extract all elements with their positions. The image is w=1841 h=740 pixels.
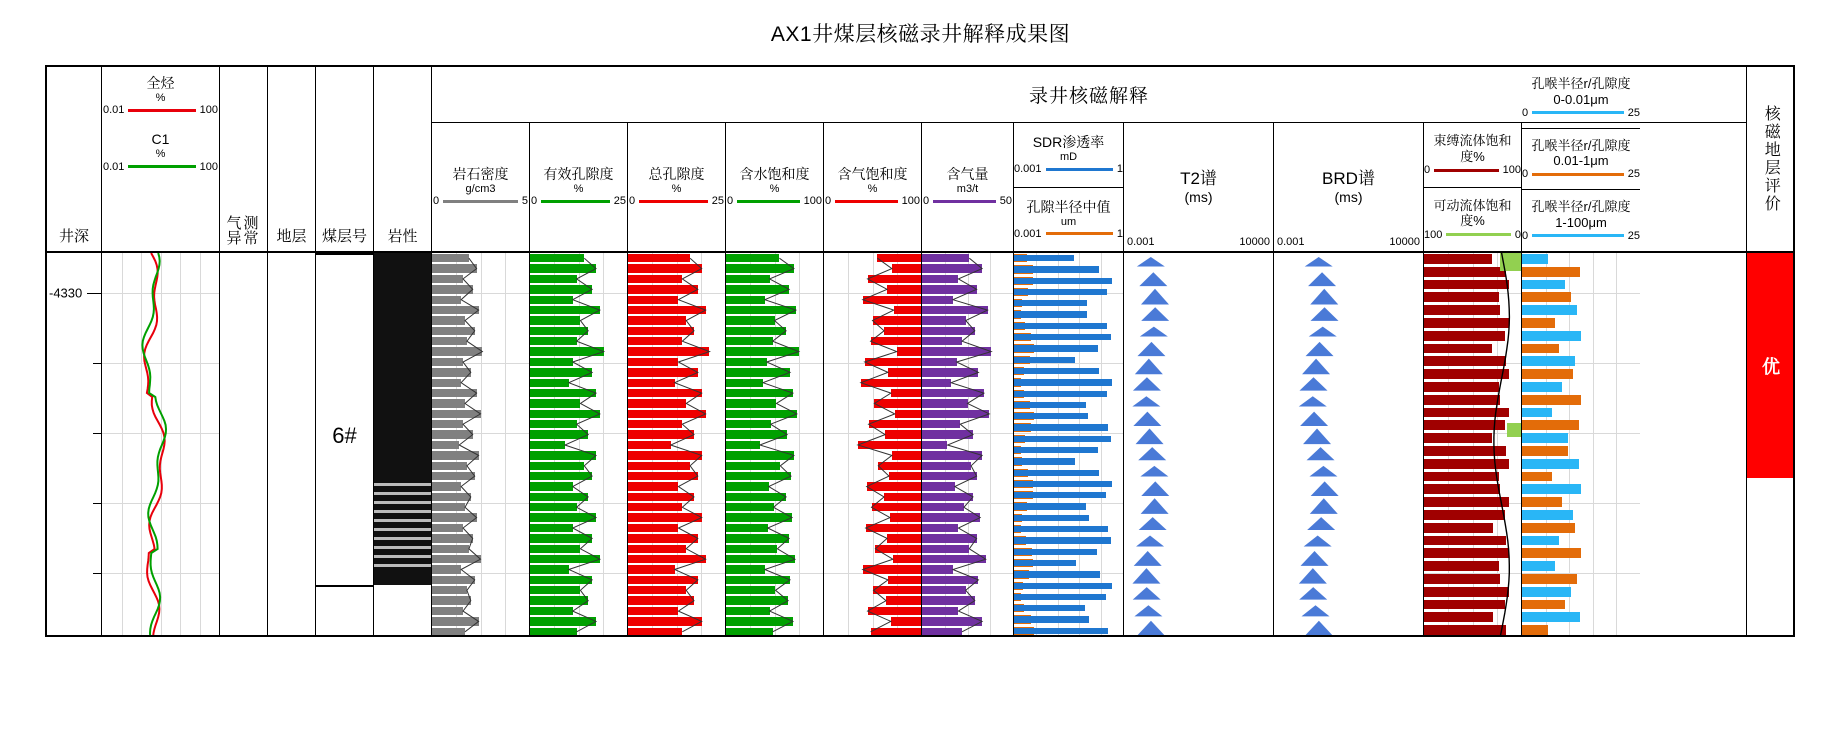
track-t2-spectrum[interactable] (1124, 253, 1274, 635)
track-lithology[interactable] (374, 253, 432, 635)
pore-throat-title-1: 孔喉半径r/孔隙度 (1531, 76, 1631, 92)
col-formation-header (268, 67, 316, 251)
evaluation-label: 核磁地层评价 (1762, 105, 1780, 213)
fluid-saturation-curve (1424, 253, 1521, 635)
permeability-curve (1014, 253, 1123, 635)
curve-body (47, 253, 1793, 635)
brd-name: BRD谱 (1322, 169, 1375, 189)
brd-unit: (ms) (1334, 188, 1363, 205)
track-header-effective-porosity (530, 123, 628, 251)
effective-porosity-unit: % (573, 182, 584, 195)
header-row (47, 67, 1793, 253)
rock-density-name: 岩石密度 (452, 165, 509, 182)
pore-throat-title-3: 孔喉半径r/孔隙度 (1531, 199, 1631, 215)
track-gas-anomaly[interactable] (220, 253, 268, 635)
gas-total-color-bar (128, 109, 195, 112)
pore-radius-median-color-bar (1046, 232, 1113, 235)
pore-throat-color-bar-3 (1532, 234, 1624, 237)
total-porosity-name: 总孔隙度 (648, 165, 705, 182)
pore-throat-color-bar-1 (1532, 111, 1624, 114)
bound-fluid-max: 100 (1502, 164, 1521, 177)
c1-max: 100 (199, 160, 218, 173)
total-porosity-unit: % (671, 182, 682, 195)
track-header-brd (1274, 123, 1424, 251)
pore-throat-row-3 (1522, 189, 1640, 251)
gas-anomaly-label: 气测异常 (226, 214, 261, 248)
rock-density-min: 0 (433, 195, 440, 208)
pore-throat-min-1: 0 (1522, 106, 1529, 119)
track-fluid[interactable] (1424, 253, 1522, 635)
rock-density-unit: g/cm3 (465, 182, 496, 195)
bound-fluid-name: 束缚流体饱和度% (1433, 133, 1512, 164)
bound-fluid-header (1424, 123, 1521, 187)
pore-radius-median-min: 0.001 (1014, 227, 1042, 240)
pore-throat-range-3: 1-100μm (1555, 214, 1607, 230)
sdr-perm-header (1014, 123, 1123, 187)
brd-spectrum (1274, 253, 1423, 635)
water-saturation-curve (726, 253, 823, 635)
pore-throat-bars (1522, 253, 1640, 635)
sdr-perm-color-bar (1046, 168, 1113, 171)
effective-porosity-max: 25 (613, 195, 626, 208)
sdr-perm-unit: mD (1059, 151, 1078, 164)
track-water-saturation[interactable] (726, 253, 824, 635)
water-saturation-name: 含水饱和度 (739, 165, 810, 182)
gas-saturation-color-bar (835, 200, 898, 203)
total-porosity-max: 25 (711, 195, 724, 208)
formation-label: 地层 (276, 227, 307, 245)
track-depth[interactable] (47, 253, 102, 635)
effective-porosity-curve (530, 253, 627, 635)
track-header-gas-saturation (824, 123, 922, 251)
track-total-porosity[interactable] (628, 253, 726, 635)
nmr-group-title: 录井核磁解释 (1028, 86, 1149, 107)
evaluation-band (1747, 253, 1793, 478)
gas-content-name: 含气量 (946, 165, 989, 182)
gas-content-max: 50 (999, 195, 1012, 208)
col-nmr-group-header (432, 67, 1747, 251)
track-gas-saturation[interactable] (824, 253, 922, 635)
c1-unit: % (155, 147, 166, 160)
t2-spectrum (1124, 253, 1273, 635)
col-gas-header (102, 67, 220, 251)
gas-total-max: 100 (199, 104, 218, 117)
sdr-perm-name: SDR渗透率 (1032, 134, 1105, 151)
gas-saturation-curve (824, 253, 921, 635)
t2-min: 0.001 (1127, 236, 1155, 249)
water-saturation-max: 100 (803, 195, 822, 208)
track-brd-spectrum[interactable] (1274, 253, 1424, 635)
t2-unit: (ms) (1184, 188, 1213, 205)
c1-name: C1 (151, 131, 170, 148)
effective-porosity-min: 0 (531, 195, 538, 208)
gas-total-min: 0.01 (103, 104, 125, 117)
pore-throat-max-1: 25 (1627, 106, 1640, 119)
track-evaluation[interactable] (1747, 253, 1793, 635)
sdr-perm-max: 1 (1116, 163, 1123, 176)
coal-seam-track (316, 253, 373, 635)
track-header-gas-content (922, 123, 1014, 251)
pore-throat-range-1: 0-0.01μm (1553, 91, 1609, 107)
track-gas-content[interactable] (922, 253, 1014, 635)
gas-anomaly-track (220, 253, 267, 635)
gas-saturation-name: 含气饱和度 (837, 165, 908, 182)
t2-name: T2谱 (1180, 169, 1217, 189)
gas-curve-track (102, 253, 219, 635)
total-porosity-min: 0 (629, 195, 636, 208)
depth-tick-value: -4330 (49, 285, 83, 301)
pore-throat-min-2: 0 (1522, 168, 1529, 181)
gas-content-min: 0 (923, 195, 930, 208)
pore-throat-row-2 (1522, 128, 1640, 190)
movable-fluid-color-bar (1446, 233, 1511, 236)
track-permeability[interactable] (1014, 253, 1124, 635)
pore-radius-median-name: 孔隙半径中值 (1026, 198, 1111, 215)
rock-density-curve (432, 253, 529, 635)
pore-throat-range-2: 0.01-1μm (1553, 153, 1609, 169)
track-header-water-saturation (726, 123, 824, 251)
bound-fluid-min: 0 (1424, 164, 1431, 177)
col-lithology-header (374, 67, 432, 251)
t2-max: 10000 (1239, 236, 1270, 249)
track-header-t2 (1124, 123, 1274, 251)
page-title: AX1井煤层核磁录井解释成果图 (770, 23, 1071, 46)
sdr-perm-min: 0.001 (1014, 163, 1042, 176)
track-header-pore-throat (1522, 76, 1640, 251)
coal-seam-value: 6# (332, 423, 357, 448)
gas-total-name: 全烃 (146, 75, 175, 91)
track-header-fluid (1424, 123, 1522, 251)
effective-porosity-name: 有效孔隙度 (543, 165, 614, 182)
nmr-group-body (432, 253, 1747, 635)
rock-density-color-bar (443, 200, 518, 203)
depth-scale (47, 253, 101, 635)
brd-min: 0.001 (1277, 236, 1305, 249)
brd-max: 10000 (1389, 236, 1420, 249)
lithology-label: 岩性 (387, 227, 418, 245)
track-header-total-porosity (628, 123, 726, 251)
movable-fluid-header (1424, 187, 1521, 252)
col-gas-anomaly-header (220, 67, 268, 251)
movable-fluid-name: 可动流体饱和度% (1433, 197, 1512, 229)
pore-throat-max-2: 25 (1627, 168, 1640, 181)
rock-density-max: 5 (521, 195, 528, 208)
pore-radius-median-max: 1 (1116, 227, 1123, 240)
pore-throat-max-3: 25 (1627, 229, 1640, 242)
c1-min: 0.01 (103, 160, 125, 173)
total-porosity-color-bar (639, 200, 708, 203)
evaluation-track (1747, 253, 1793, 635)
track-formation[interactable] (268, 253, 316, 635)
movable-fluid-min: 100 (1424, 228, 1443, 241)
track-header-permeability (1014, 123, 1124, 251)
pore-throat-title-2: 孔喉半径r/孔隙度 (1531, 137, 1631, 153)
gas-total-unit: % (155, 91, 166, 104)
well-log-table (45, 65, 1795, 637)
col-coal-header (316, 67, 374, 251)
pore-radius-median-unit: um (1060, 215, 1077, 228)
formation-track (268, 253, 315, 635)
track-effective-porosity[interactable] (530, 253, 628, 635)
gas-saturation-unit: % (867, 182, 878, 195)
col-depth-header (47, 67, 102, 251)
gas-content-unit: m3/t (956, 182, 979, 195)
effective-porosity-color-bar (541, 200, 610, 203)
pore-throat-color-bar-2 (1532, 173, 1624, 176)
track-pore-throat[interactable] (1522, 253, 1640, 635)
total-porosity-curve (628, 253, 725, 635)
evaluation-band-text: 优 (1760, 356, 1780, 375)
movable-fluid-max: 0 (1514, 228, 1521, 241)
gas-content-color-bar (933, 200, 996, 203)
c1-color-bar (128, 165, 195, 168)
track-rock-density[interactable] (432, 253, 530, 635)
track-coal-seam[interactable] (316, 253, 374, 635)
gas-content-curve (922, 253, 1013, 635)
water-saturation-min: 0 (727, 195, 734, 208)
track-gas-total[interactable] (102, 253, 220, 635)
coal-seam-label: 煤层号 (321, 227, 367, 245)
pore-throat-row-1 (1522, 67, 1640, 128)
bound-fluid-color-bar (1434, 169, 1499, 172)
pore-radius-median-header (1014, 187, 1123, 252)
pore-throat-min-3: 0 (1522, 229, 1529, 242)
lithology-track (374, 253, 431, 635)
col-evaluation-header (1747, 67, 1793, 251)
water-saturation-unit: % (769, 182, 780, 195)
gas-saturation-min: 0 (825, 195, 832, 208)
depth-label: 井深 (58, 227, 89, 245)
track-header-rock-density (432, 123, 530, 251)
water-saturation-color-bar (737, 200, 800, 203)
gas-saturation-max: 100 (901, 195, 920, 208)
